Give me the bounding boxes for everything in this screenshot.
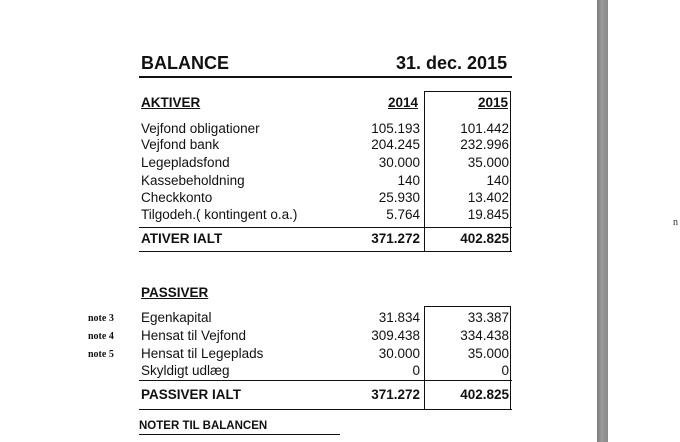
aktiver-row-label: Checkkonto bbox=[141, 190, 213, 205]
aktiver-heading: AKTIVER bbox=[141, 95, 201, 110]
passiver-total-label: PASSIVER IALT bbox=[141, 387, 242, 402]
column-header-2014: 2014 bbox=[388, 95, 419, 110]
passiver-row-label: Skyldigt udlæg bbox=[141, 363, 230, 378]
aktiver-total-rule-top bbox=[139, 227, 512, 228]
aktiver-row-2014: 30.000 bbox=[378, 155, 420, 170]
passiver-row-label: Egenkapital bbox=[141, 310, 212, 325]
passiver-row-2015: 0 bbox=[501, 363, 509, 378]
aktiver-row-label: Vejfond bank bbox=[141, 137, 220, 152]
passiver-total-2014: 371.272 bbox=[371, 387, 420, 402]
aktiver-row-2015: 140 bbox=[486, 173, 509, 188]
aktiver-total-label: ATIVER IALT bbox=[141, 231, 223, 246]
notes-heading-rule bbox=[139, 434, 340, 435]
passiver-row-2014: 30.000 bbox=[378, 346, 420, 361]
aktiver-row-label: Legepladsfond bbox=[141, 155, 230, 170]
page-gutter bbox=[597, 0, 608, 442]
aktiver-row-2014: 204.245 bbox=[371, 137, 420, 152]
passiver-row-2014: 309.438 bbox=[371, 328, 420, 343]
aktiver-row-2014: 140 bbox=[397, 173, 420, 188]
aktiver-row-2015: 35.000 bbox=[467, 155, 509, 170]
passiver-row-2014: 0 bbox=[412, 363, 420, 378]
note-reference: note 5 bbox=[88, 349, 114, 360]
balance-date: 31. dec. 2015 bbox=[396, 53, 508, 73]
aktiver-row-2015: 19.845 bbox=[467, 207, 509, 222]
adjacent-page bbox=[608, 0, 680, 442]
aktiver-row-2014: 5.764 bbox=[386, 207, 420, 222]
passiver-row-label: Hensat til Legeplads bbox=[141, 346, 264, 361]
passiver-heading: PASSIVER bbox=[141, 285, 209, 300]
aktiver-row-label: Tilgodeh.( kontingent o.a.) bbox=[141, 207, 298, 222]
passiver-row-2015: 33.387 bbox=[467, 310, 509, 325]
passiver-row-2015: 334.438 bbox=[460, 328, 509, 343]
aktiver-row-label: Vejfond obligationer bbox=[141, 121, 260, 136]
aktiver-row-2014: 105.193 bbox=[371, 121, 420, 136]
aktiver-row-label: Kassebeholdning bbox=[141, 173, 245, 188]
note-reference: note 4 bbox=[88, 331, 114, 342]
note-reference: note 3 bbox=[88, 313, 114, 324]
passiver-total-2015: 402.825 bbox=[460, 387, 509, 402]
adjacent-page-fragment: n bbox=[673, 217, 678, 228]
passiver-row-2015: 35.000 bbox=[467, 346, 509, 361]
passiver-total-rule-top bbox=[139, 380, 512, 381]
passiver-total-rule-bottom bbox=[139, 409, 512, 410]
notes-heading: NOTER TIL BALANCEN bbox=[139, 420, 268, 432]
aktiver-row-2014: 25.930 bbox=[378, 190, 420, 205]
column-header-2015: 2015 bbox=[478, 95, 509, 110]
aktiver-row-2015: 101.442 bbox=[460, 121, 509, 136]
title-rule bbox=[139, 76, 512, 78]
aktiver-row-2015: 13.402 bbox=[467, 190, 509, 205]
passiver-row-2014: 31.834 bbox=[378, 310, 420, 325]
aktiver-row-2015: 232.996 bbox=[460, 137, 509, 152]
aktiver-total-2015: 402.825 bbox=[460, 231, 509, 246]
aktiver-total-2014: 371.272 bbox=[371, 231, 420, 246]
document-title: BALANCE bbox=[141, 53, 229, 73]
aktiver-total-rule-bottom bbox=[139, 251, 512, 252]
passiver-row-label: Hensat til Vejfond bbox=[141, 328, 247, 343]
